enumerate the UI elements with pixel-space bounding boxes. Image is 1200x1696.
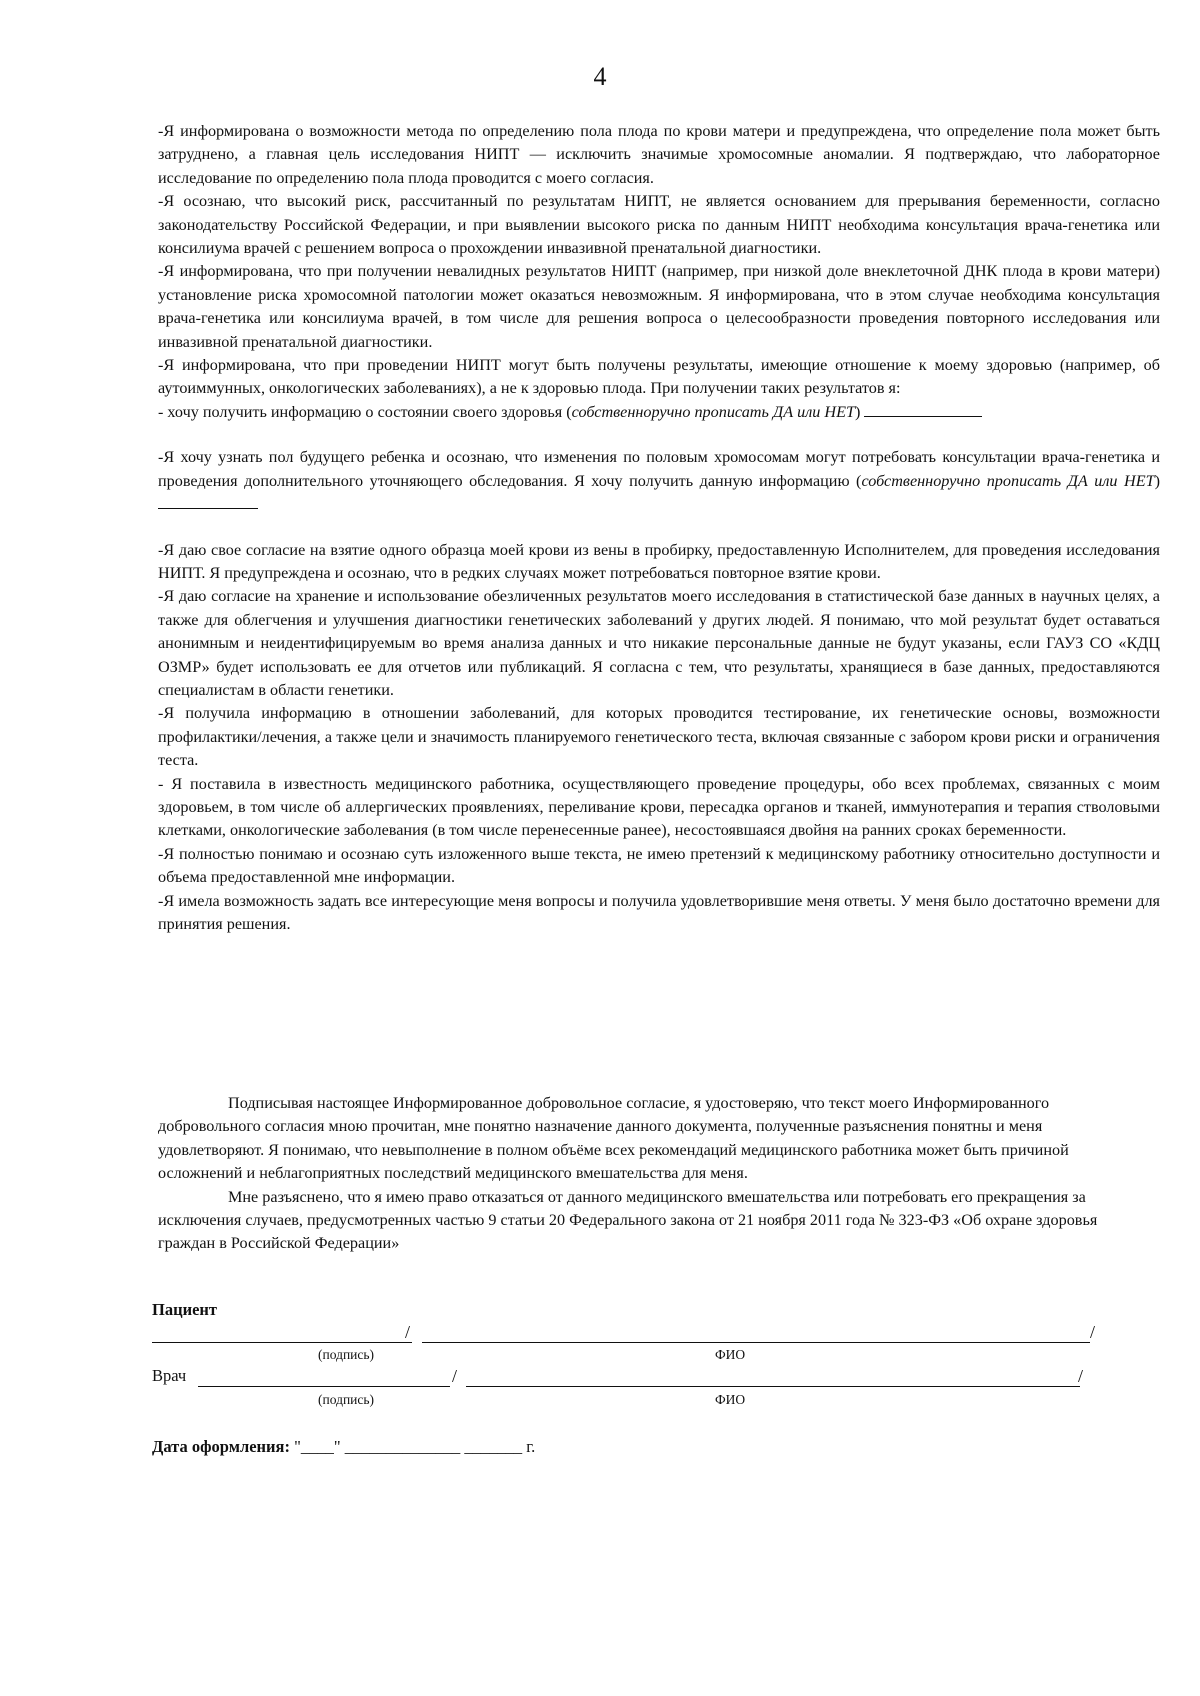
patient-name-caption: ФИО <box>715 1347 746 1362</box>
doctor-separator: / <box>452 1366 458 1386</box>
closing-right-to-refuse: Мне разъяснено, что я имею право отказаться от данного медицинского вмешательства или потребовать его прекращения за исключения случаев, предусмотренных частью 9 статьи 20 Федерального закона от 21 ноября 2011 года № 323-ФЗ «Об охране здоровья граждан в Российской Федерации» <box>158 1187 1098 1253</box>
statement-health-info-choice <box>158 401 1160 424</box>
sex-choice-answer-field[interactable] <box>158 494 258 509</box>
patient-end-separator: / <box>1090 1322 1096 1342</box>
closing-section <box>158 1092 1098 1256</box>
statement-fetal-sex-choice <box>158 446 1160 516</box>
doctor-signature-field[interactable] <box>198 1386 450 1387</box>
doctor-signature-caption: (подпись) <box>318 1392 375 1407</box>
health-choice-close: ) <box>855 402 861 421</box>
closing-confirmation: Подписывая настоящее Информированное добровольное согласие, я удостоверяю, что текст моего Информированного добровольного согласия мною прочитан, мне понятно назначение данного документа, полученные разъяснения понятны и меня удовлетворяют. Я понимаю, что невыполнение в полном объёме всех рекомендаций медицинского работника может быть причиной осложнений и неблагоприятных последствий медицинского вмешательства для меня. <box>158 1094 1069 1183</box>
patient-separator: / <box>405 1322 411 1342</box>
doctor-name-caption: ФИО <box>715 1392 746 1407</box>
statement-diseases-info: -Я получила информацию в отношении заболеваний, для которых проводится тестирование, их генетические основы, возможности профилактики/лечения, а также цели и значимость планируемого генетического теста, включая связанные с забором крови риски и ограничения теста. <box>158 704 1160 770</box>
statement-high-risk: -Я осознаю, что высокий риск, рассчитанный по результатам НИПТ, не является основанием для прерывания беременности, согласно законодательству Российской Федерации, и при выявлении высокого риска по данным НИПТ необходима консультация врача-генетика или консилиума врачей с решением вопроса о прохождении инвазивной пренатальной диагностики. <box>158 192 1160 258</box>
statement-understanding: -Я полностью понимаю и осознаю суть изложенного выше текста, не имею претензий к медицинскому работнику относительно доступности и объема предоставленной мне информации. <box>158 844 1160 887</box>
statement-questions-answered: -Я имела возможность задать все интересующие меня вопросы и получила удовлетворившие меня ответы. У меня было достаточно времени для принятия решения. <box>158 891 1160 933</box>
page-number: 4 <box>593 62 607 91</box>
statement-blood-sample: -Я даю свое согласие на взятие одного образца моей крови из вены в пробирку, предоставленную Исполнителем, для проведения исследования НИПТ. Я предупреждена и осознаю, что в редких случаях может потребоваться повторное взятие крови. <box>158 540 1160 582</box>
statement-health-disclosure: - Я поставила в известность медицинского работника, осуществляющего проведение процедуры, обо всех проблемах, связанных с моим здоровьем, в том числе об аллергических проявлениях, переливание крови, пересадка органов и тканей, иммунотерапия и терапия стволовыми клетками, онкологические заболевания (в том числе перенесенные ранее), несостоявшаяся двойня на ранних сроках беременности. <box>158 774 1160 840</box>
date-label: Дата оформления: <box>152 1437 295 1456</box>
patient-signature-caption: (подпись) <box>318 1347 375 1362</box>
statement-invalid-results: -Я информирована, что при получении невалидных результатов НИПТ (например, при низкой доле внеклеточной ДНК плода в крови матери) установление риска хромосомной патологии может оказаться невозможным. Я информирована, что в этом случае необходима консультация врача-генетика или консилиума врачей, в том числе для решения вопроса о целесообразности проведения повторного исследования или инвазивной пренатальной диагностики. <box>158 262 1160 351</box>
health-choice-instruction: собственноручно прописать ДА или НЕТ <box>571 402 855 421</box>
statement-maternal-health: -Я информирована, что при проведении НИПТ могут быть получены результаты, имеющие отношение к моему здоровью (например, об аутоиммунных, онкологических заболеваниях), а не к здоровью плода. При получении таких результатов я: <box>158 356 1160 398</box>
sex-choice-instruction: собственноручно прописать ДА или НЕТ <box>861 471 1155 490</box>
doctor-name-field[interactable] <box>466 1386 1080 1387</box>
sex-choice-close: ) <box>1154 471 1161 490</box>
statement-sex-determination: -Я информирована о возможности метода по определению пола плода по крови матери и предупреждена, что определение пола может быть затруднено, а главная цель исследования НИПТ — исключить значимые хромосомные аномалии. Я подтверждаю, что лабораторное исследование по определению пола плода проводится с моего согласия. <box>158 122 1160 187</box>
date-row <box>152 1437 535 1457</box>
doctor-end-separator: / <box>1078 1366 1084 1386</box>
consent-statements <box>158 120 1160 936</box>
doctor-label: Врач <box>152 1366 187 1385</box>
patient-name-field[interactable] <box>422 1342 1090 1343</box>
sex-choice-text: -Я хочу узнать пол будущего ребенка и осознаю, что изменения по половым хромосомам могут потребовать консультации врача-генетика и проведения дополнительного уточняющего обследования. Я хочу получить данную информацию ( <box>158 448 1160 490</box>
health-choice-answer-field[interactable] <box>864 402 982 417</box>
patient-label: Пациент <box>152 1300 218 1319</box>
statement-data-storage: -Я даю согласие на хранение и использование обезличенных результатов моего исследования в статистической базе данных в научных целях, а также для облегчения и улучшения диагностики генетических заболеваний у других людей. Я понимаю, что мой результат будет оставаться анонимным и неидентифицируемым во время анализа данных и что никакие персональные данные не будут указаны, если ГАУЗ СО «КДЦ ОЗМР» будет использовать ее для отчетов или публикаций. Я согласна с тем, что результаты, хранящиеся в базе данных, предоставляются специалистам в области генетики. <box>158 587 1160 699</box>
date-fill-field[interactable]: "____" ______________ _______ <box>294 1437 523 1456</box>
health-choice-text: - хочу получить информацию о состоянии своего здоровья ( <box>158 402 572 421</box>
date-year-suffix: г. <box>522 1437 536 1456</box>
patient-signature-field[interactable] <box>152 1342 412 1343</box>
